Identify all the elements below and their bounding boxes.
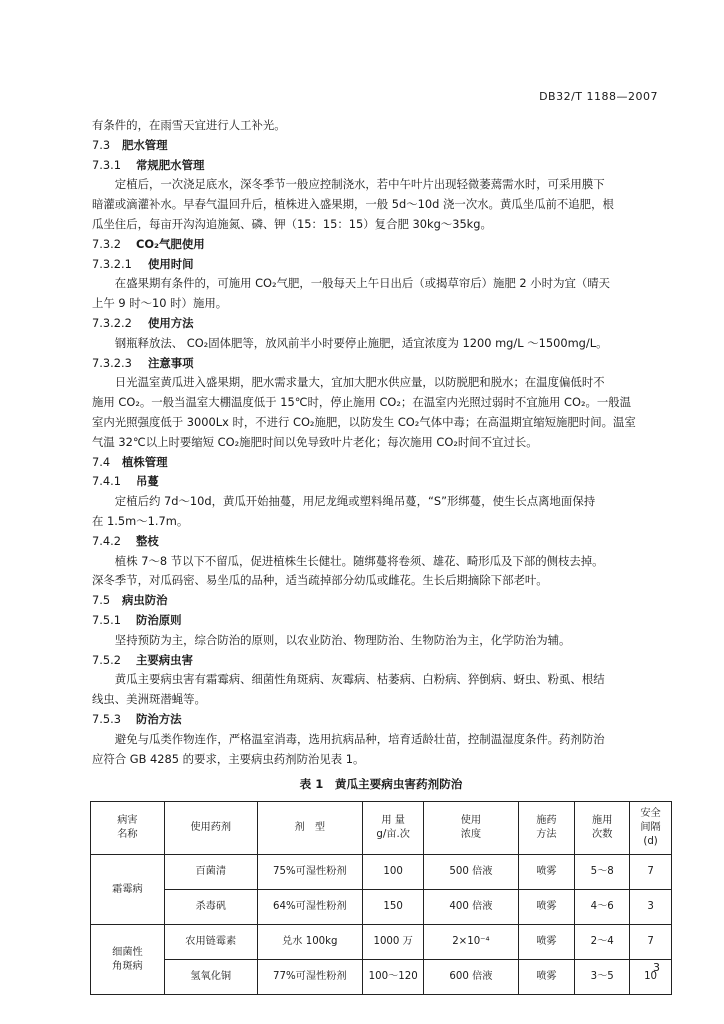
header-text: 名称 [117, 829, 138, 841]
paragraph-line: 深冬季节，对瓜码密、易坐瓜的品种，适当疏掉部分幼瓜或雌花。生长后期摘除下部老叶。 [92, 573, 548, 588]
cell-method: 喷雾 [518, 960, 575, 995]
cell-times: 3～5 [575, 960, 630, 995]
paragraph-line: 瓜坐住后，每亩开沟沟追施氮、磷、钾（15：15：15）复合肥 30kg～35kg。 [92, 216, 492, 231]
section-heading [92, 136, 670, 156]
table-row [91, 960, 672, 995]
cell-times: 2～4 [575, 925, 630, 960]
cell-times: 5～8 [575, 855, 630, 890]
cell-dose: 150 [362, 890, 423, 925]
section-title: 植株管理 [122, 454, 168, 469]
cell-disease: 霜霉病 [91, 855, 165, 925]
section-number: 7.4 [92, 454, 111, 469]
cell-concentration: 500 倍液 [424, 855, 518, 890]
section-heading [92, 591, 670, 611]
header-disease [91, 802, 165, 855]
section-title: 常规肥水管理 [136, 157, 205, 172]
paragraph-line: 施用 CO₂。一般当温室大棚温度低于 15℃时，停止施用 CO₂；在温室内光照过弱时不宜施用 CO₂。一般温 [92, 395, 632, 410]
paragraph: 有条件的，在雨雪天宜进行人工补光。 [92, 118, 286, 132]
cell-concentration: 600 倍液 [424, 960, 518, 995]
paragraph-line: 室内光照强度低于 3000Lx 时，不进行 CO₂施肥，以防发生 CO₂气体中毒；在高温期宜缩短施肥时间。温室 [92, 414, 636, 429]
section-number: 7.4.1 [92, 474, 121, 489]
header-text: 施用 [592, 815, 613, 827]
section-number: 7.3.1 [92, 157, 121, 172]
paragraph-line: 应符合 GB 4285 的要求，主要病虫药剂防治见表 1。 [92, 751, 365, 766]
section-number: 7.4.2 [92, 533, 121, 548]
paragraph-line: 气温 32℃以上时要缩短 CO₂施肥时间以免导致叶片老化；每次施用 CO₂时间不宜过长。 [92, 434, 538, 449]
section-title: 防治原则 [136, 612, 182, 627]
section-title: CO₂气肥使用 [136, 236, 205, 251]
cell-agent: 百菌清 [164, 855, 257, 890]
section-title: 注意事项 [148, 355, 194, 370]
paragraph-line: 定植后约 7d～10d，黄瓜开始抽蔓，用尼龙绳或塑料绳吊蔓，“S”形绑蔓，使生长点离地面保持 [114, 494, 596, 509]
header-method [518, 802, 575, 855]
disease-text: 角斑病 [112, 960, 143, 972]
header-concentration [424, 802, 518, 855]
paragraph-line: 植株 7～8 节以下不留瓜，促进植株生长健壮。随绑蔓将卷须、雄花、畸形瓜及下部的侧枝去掉。 [114, 553, 604, 568]
section-heading [92, 354, 670, 374]
cell-disease [91, 925, 165, 995]
header-text: 方法 [536, 829, 557, 841]
paragraph-line: 在 1.5m～1.7m。 [92, 513, 189, 528]
section-title: 肥水管理 [122, 137, 168, 152]
paragraph-line: 在盛果期有条件的，可施用 CO₂气肥，一般每天上午日出后（或揭草帘后）施肥 2 小时为宜（晴天 [114, 276, 611, 291]
section-number: 7.5.2 [92, 652, 121, 667]
header-text: 用 量 [381, 815, 405, 827]
cell-concentration: 2×10⁻⁴ [424, 925, 518, 960]
section-heading [92, 156, 670, 176]
header-text: g/亩.次 [376, 829, 410, 841]
section-title: 吊蔓 [136, 474, 159, 489]
cell-form: 64%可湿性粉剂 [257, 890, 362, 925]
section-title: 使用方法 [148, 315, 194, 330]
section-number: 7.3.2 [92, 236, 121, 251]
section-number: 7.5 [92, 593, 111, 608]
section-heading [92, 314, 670, 334]
header-text: 病害 [117, 815, 138, 827]
paragraph-line: 黄瓜主要病虫害有霜霉病、细菌性角斑病、灰霉病、枯萎病、白粉病、猝倒病、蚜虫、粉虱、根结 [114, 672, 605, 687]
section-title: 主要病虫害 [136, 652, 193, 667]
paragraph-line: 坚持预防为主，综合防治的原则，以农业防治、物理防治、生物防治为主，化学防治为辅。 [114, 632, 571, 647]
cell-agent: 氢氧化铜 [164, 960, 257, 995]
pesticide-table [90, 801, 672, 995]
section-number: 7.3.2.1 [92, 256, 132, 271]
section-heading [92, 255, 670, 275]
cell-safety-interval: 3 [630, 890, 672, 925]
header-times [575, 802, 630, 855]
section-number: 7.5.3 [92, 711, 121, 726]
cell-dose: 100 [362, 855, 423, 890]
cell-safety-interval: 7 [630, 855, 672, 890]
paragraph-line: 避免与瓜类作物连作，严格温室消毒，选用抗病品种，培育适龄壮苗，控制温湿度条件。药剂防治 [114, 731, 605, 746]
disease-text: 细菌性 [112, 946, 143, 958]
section-heading [92, 235, 670, 255]
paragraph-line: 暗灌或滴灌补水。早春气温回升后，植株进入盛果期，一般 5d～10d 浇一次水。黄瓜坐瓜前不追肥，根 [92, 197, 614, 212]
section-number: 7.3.2.3 [92, 355, 132, 370]
paragraph-line: 钢瓶释放法、 CO₂固体肥等，放风前半小时要停止施肥，适宜浓度为 1200 mg/L ～1500mg/L。 [114, 335, 608, 350]
header-agent: 使用药剂 [164, 802, 257, 855]
table-row [91, 855, 672, 890]
section-title: 病虫防治 [122, 593, 168, 608]
header-text: 安全 [640, 808, 661, 820]
page-number: 3 [653, 961, 660, 974]
cell-agent: 农用链霉素 [164, 925, 257, 960]
paragraph-line: 定植后，一次浇足底水，深冬季节一般应控制浇水，若中午叶片出现轻微萎蔫需水时，可采用膜下 [114, 177, 605, 192]
section-heading [92, 651, 670, 671]
paragraph-line: 日光温室黄瓜进入盛果期，肥水需求量大，宜加大肥水供应量，以防脱肥和脱水；在温度偏低时不 [114, 375, 605, 390]
paragraph-line: 上午 9 时～10 时）施用。 [92, 296, 228, 311]
header-text: 浓度 [460, 829, 482, 841]
cell-safety-interval: 10 [630, 960, 672, 995]
cell-dose: 100～120 [362, 960, 423, 995]
cell-concentration: 400 倍液 [424, 890, 518, 925]
cell-method: 喷雾 [518, 890, 575, 925]
header-safety-interval [630, 802, 672, 855]
cell-agent: 杀毒矾 [164, 890, 257, 925]
table-row [91, 890, 672, 925]
standard-code: DB32/T 1188—2007 [539, 90, 658, 103]
section-heading [92, 611, 670, 631]
cell-method: 喷雾 [518, 855, 575, 890]
cell-times: 4～6 [575, 890, 630, 925]
section-title: 防治方法 [136, 711, 182, 726]
header-form: 剂 型 [257, 802, 362, 855]
document-body [92, 116, 670, 995]
header-text: 间隔 [640, 822, 661, 834]
header-dose [362, 802, 423, 855]
header-text: 使用 [460, 815, 482, 827]
section-title: 使用时间 [148, 256, 194, 271]
table-caption: 表 1 黄瓜主要病虫害药剂防治 [299, 777, 463, 792]
section-heading [92, 532, 670, 552]
header-text: 次数 [592, 829, 613, 841]
cell-safety-interval: 7 [630, 925, 672, 960]
section-number: 7.5.1 [92, 612, 121, 627]
section-title: 整枝 [136, 533, 159, 548]
section-heading [92, 472, 670, 492]
cell-form: 兑水 100kg [257, 925, 362, 960]
cell-dose: 1000 万 [362, 925, 423, 960]
table-header-row [91, 802, 672, 855]
cell-form: 77%可湿性粉剂 [257, 960, 362, 995]
header-text: (d) [643, 836, 658, 848]
section-heading [92, 710, 670, 730]
section-number: 7.3.2.2 [92, 315, 132, 330]
table-row [91, 925, 672, 960]
header-text: 施药 [536, 815, 557, 827]
cell-method: 喷雾 [518, 925, 575, 960]
paragraph-line: 线虫、美洲斑潜蝇等。 [92, 692, 206, 707]
cell-form: 75%可湿性粉剂 [257, 855, 362, 890]
section-heading [92, 453, 670, 473]
section-number: 7.3 [92, 137, 111, 152]
